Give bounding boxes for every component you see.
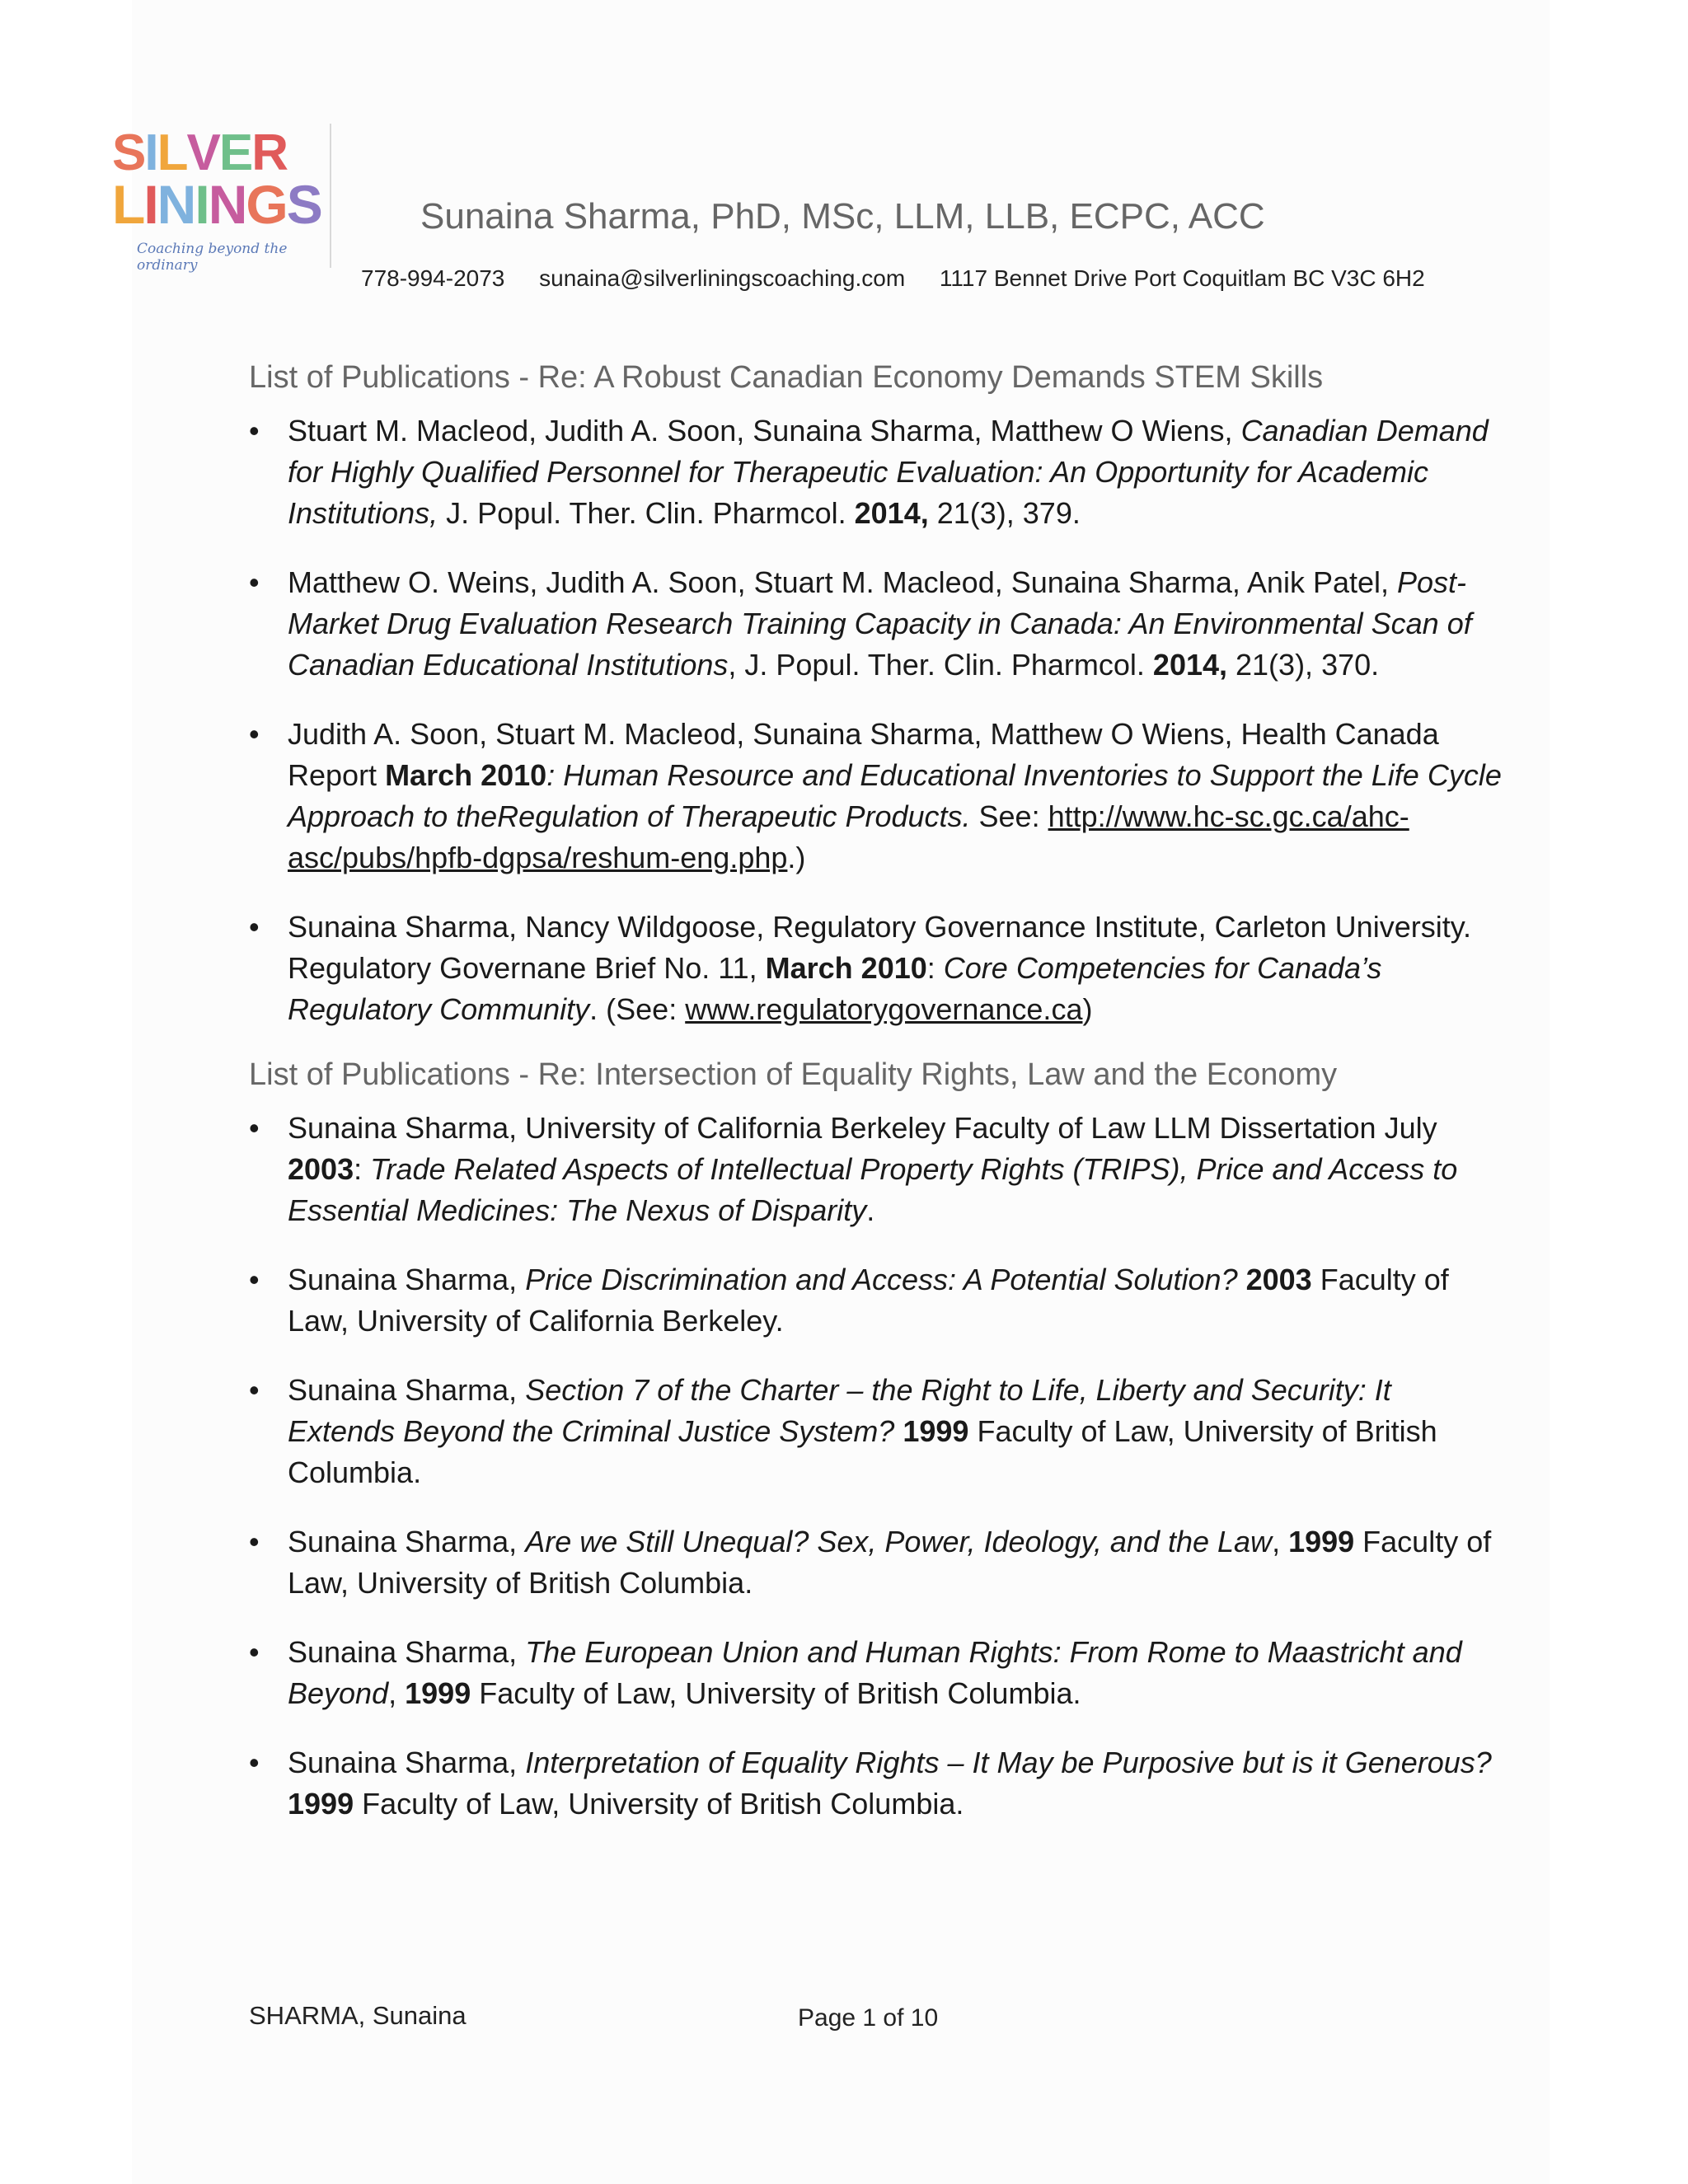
publications-content	[249, 356, 1502, 1853]
logo-letter: N	[208, 174, 246, 235]
pub-year: 2014,	[854, 496, 929, 530]
publication-item	[249, 1108, 1502, 1231]
publication-item	[249, 562, 1502, 686]
logo-word-linings	[112, 173, 321, 236]
pub-title: Core Competencies for Canada’s Regulatory Community	[288, 951, 1382, 1026]
pub-title: : Human Resource and Educational Inventories to Support the Life Cycle Approach to theRegulation of Therapeutic Products.	[288, 758, 1502, 833]
pub-separator	[894, 1414, 903, 1448]
pub-details: Faculty of Law, University of British Columbia.	[354, 1787, 964, 1821]
pub-details: Faculty of Law, University of California Berkeley.	[288, 1263, 1449, 1338]
pub-title: Price Discrimination and Access: A Potential Solution?	[525, 1263, 1238, 1296]
pub-link-hc-sc[interactable]: http://www.hc-sc.gc.ca/ahc-asc/pubs/hpfb-dgpsa/reshum-eng.php	[288, 799, 1409, 874]
logo-letter: L	[112, 174, 144, 235]
pub-details: .)	[787, 841, 806, 874]
pub-link-regulatorygovernance[interactable]: www.regulatorygovernance.ca	[685, 992, 1083, 1026]
pub-authors: Matthew O. Weins, Judith A. Soon, Stuart M. Macleod, Sunaina Sharma, Anik Patel,	[288, 565, 1398, 599]
pub-year: 1999	[903, 1414, 969, 1448]
publication-item	[249, 1742, 1502, 1825]
logo-tagline: Coaching beyond the ordinary	[137, 241, 288, 274]
pub-details: 21(3), 370.	[1227, 648, 1380, 682]
pub-authors: Sunaina Sharma,	[288, 1635, 526, 1669]
pub-details: .	[866, 1193, 875, 1227]
pub-details: Faculty of Law, University of British Columbia.	[288, 1525, 1492, 1600]
pub-separator: ,	[1272, 1525, 1289, 1558]
pub-title: Trade Related Aspects of Intellectual Property Rights (TRIPS), Price and Access to Essential Medicines: The Nexus of Disparity	[288, 1152, 1458, 1227]
logo-letter: I	[144, 124, 157, 181]
pub-year: 2003	[288, 1152, 354, 1186]
postal-address: 1117 Bennet Drive Port Coquitlam BC V3C 6H2	[939, 265, 1425, 291]
logo-letter: S	[286, 174, 321, 235]
publication-item	[249, 1521, 1502, 1604]
pub-source: J. Popul. Ther. Clin. Pharmcol.	[438, 496, 855, 530]
pub-authors: Sunaina Sharma, Nancy Wildgoose, Regulatory Governance Institute, Carleton University. Regulatory Governane Brief No. 11,	[288, 910, 1472, 985]
author-name-heading: Sunaina Sharma, PhD, MSc, LLM, LLB, ECPC, ACC	[420, 196, 1265, 237]
pub-authors: Sunaina Sharma,	[288, 1263, 526, 1296]
pub-separator: :	[354, 1152, 371, 1186]
pub-details: Faculty of Law, University of British Columbia.	[471, 1676, 1081, 1710]
logo-letter: I	[143, 174, 157, 235]
pub-authors: Sunaina Sharma,	[288, 1525, 526, 1558]
pub-authors: Sunaina Sharma,	[288, 1746, 526, 1779]
logo-letter: S	[112, 124, 145, 181]
pub-date: March 2010	[385, 758, 547, 792]
pub-authors: Sunaina Sharma, University of California Berkeley Faculty of Law LLM Dissertation July	[288, 1111, 1437, 1145]
logo-letter: R	[251, 124, 287, 181]
section-title-stem: List of Publications - Re: A Robust Canadian Economy Demands STEM Skills	[249, 360, 1324, 395]
publication-list-stem	[249, 410, 1502, 1030]
pub-title: Post-Market Drug Evaluation Research Training Capacity in Canada: An Environmental Scan of Canadian Educational Institutions	[288, 565, 1472, 682]
logo-letter: I	[195, 174, 209, 235]
footer-author: SHARMA, Sunaina	[249, 2001, 467, 2030]
pub-year: 1999	[288, 1787, 354, 1821]
publication-item	[249, 907, 1502, 1030]
pub-authors: Sunaina Sharma,	[288, 1373, 526, 1407]
contact-line	[361, 265, 1425, 292]
publication-item	[249, 714, 1502, 879]
pub-details: Faculty of Law, University of British Columbia.	[288, 1414, 1437, 1489]
phone-number: 778-994-2073	[361, 265, 505, 291]
pub-date: March 2010	[765, 951, 927, 985]
publication-item	[249, 410, 1502, 534]
pub-title: Interpretation of Equality Rights – It May be Purposive but is it Generous?	[525, 1746, 1492, 1779]
publication-item	[249, 1632, 1502, 1714]
page-number: Page 1 of 10	[798, 2004, 939, 2032]
logo-letter: L	[157, 124, 187, 181]
pub-authors: Stuart M. Macleod, Judith A. Soon, Sunaina Sharma, Matthew O Wiens,	[288, 414, 1241, 448]
section-title-equality: List of Publications - Re: Intersection of Equality Rights, Law and the Economy	[249, 1057, 1338, 1092]
pub-separator	[1238, 1263, 1246, 1296]
pub-title: Section 7 of the Charter – the Right to Life, Liberty and Security: It Extends Beyond the Criminal Justice System?	[288, 1373, 1391, 1448]
publication-list-equality	[249, 1108, 1502, 1825]
pub-details: 21(3), 379.	[928, 496, 1081, 530]
pub-separator: :	[926, 951, 944, 985]
publication-item	[249, 1259, 1502, 1342]
pub-year: 2003	[1245, 1263, 1312, 1296]
pub-year: 2014,	[1152, 648, 1228, 682]
pub-year: 1999	[405, 1676, 471, 1710]
pub-title: The European Union and Human Rights: From Rome to Maastricht and Beyond	[288, 1635, 1462, 1710]
pub-see: See:	[970, 799, 1048, 833]
pub-authors: Judith A. Soon, Stuart M. Macleod, Sunaina Sharma, Matthew O Wiens, Health Canada Report	[288, 717, 1439, 792]
logo-letter: N	[157, 174, 195, 235]
pub-year: 1999	[1288, 1525, 1355, 1558]
pub-see: . (See:	[589, 992, 686, 1026]
publication-item	[249, 1370, 1502, 1493]
pub-separator: ,	[388, 1676, 406, 1710]
pub-title: Are we Still Unequal? Sex, Power, Ideology, and the Law	[525, 1525, 1273, 1558]
logo-letter: V	[186, 124, 219, 181]
pub-source: , J. Popul. Ther. Clin. Pharmcol.	[728, 648, 1153, 682]
logo-letter: G	[246, 174, 287, 235]
pub-title: Canadian Demand for Highly Qualified Personnel for Therapeutic Evaluation: An Opportunity for Academic Institutions,	[288, 414, 1489, 530]
email-address: sunaina@silverliningscoaching.com	[539, 265, 906, 291]
silver-linings-logo	[109, 124, 331, 274]
logo-letter: E	[218, 124, 252, 181]
pub-details: )	[1082, 992, 1093, 1026]
